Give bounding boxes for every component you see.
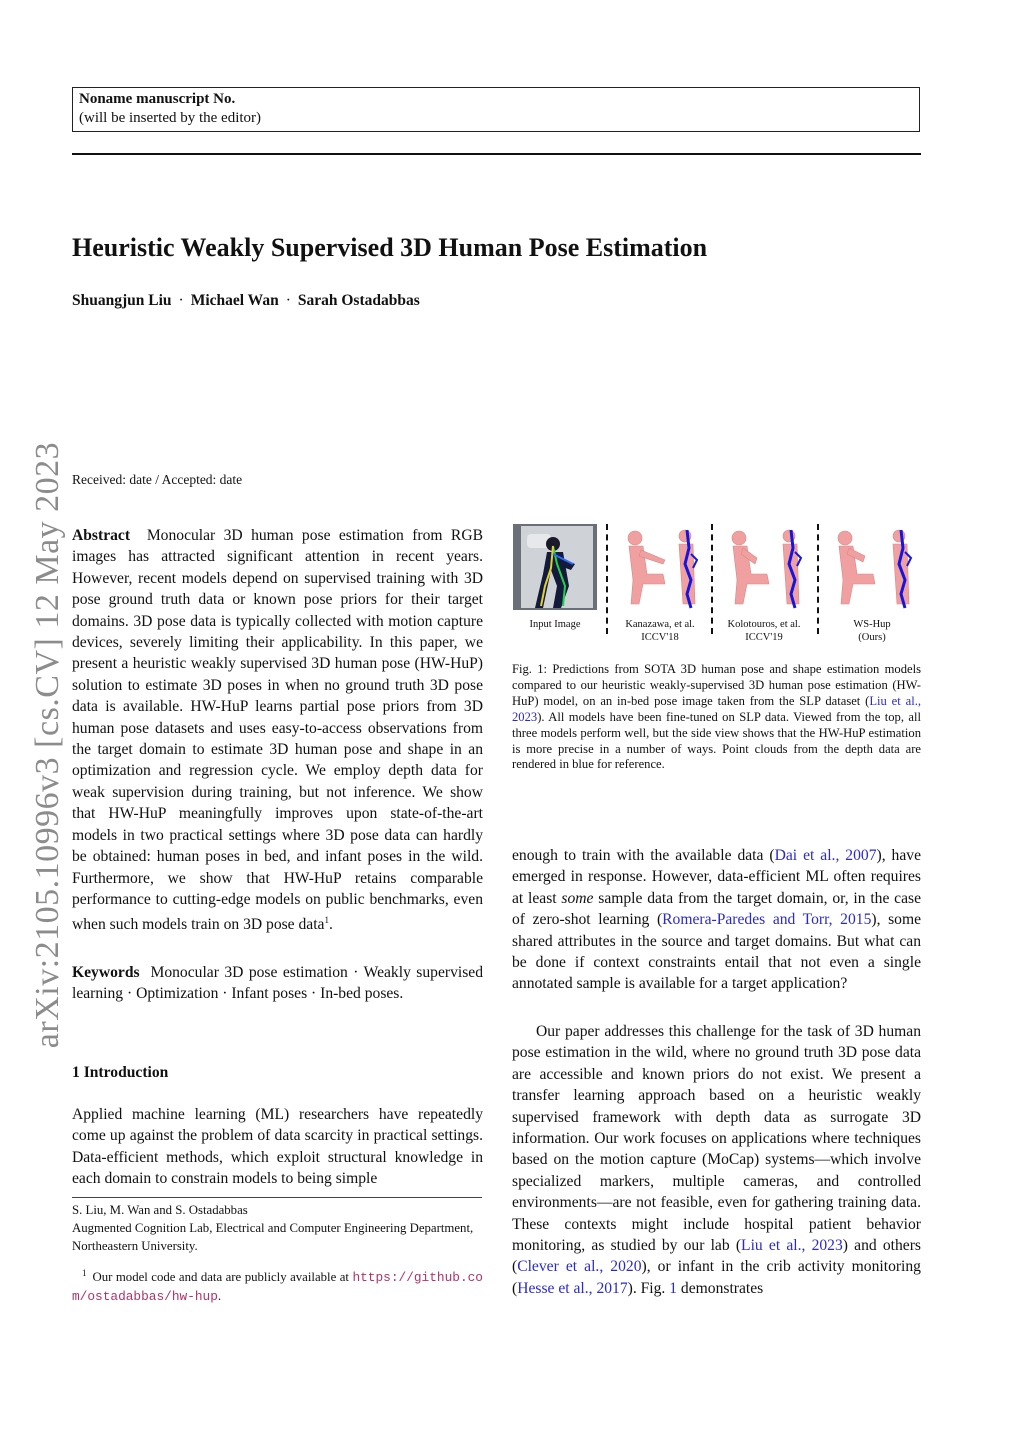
citation-link[interactable]: Clever et al., 2020 (517, 1258, 642, 1276)
affiliation-names: S. Liu, M. Wan and S. Ostadabbas (72, 1203, 248, 1217)
citation-link[interactable]: Dai et al., 2007 (774, 847, 877, 864)
body-text: ), some shared attributes in the source and target domains. But what can be done if context constraints entail that not even a single annotated sample is available for a target application? (512, 911, 921, 993)
panel-caption-line: Kanazawa, et al. (625, 619, 695, 630)
footnote-url-link[interactable]: https://github.com/ostadabbas/hw-hup (72, 1270, 483, 1304)
body-text: demonstrates (677, 1279, 764, 1297)
panel-caption-line: (Ours) (858, 631, 886, 643)
abstract-footnote-mark[interactable]: 1 (324, 915, 329, 926)
body-text: ), or infant in the crib activity monitoring ( (512, 1258, 921, 1297)
section-heading-introduction: 1 Introduction (72, 1064, 169, 1081)
author-separator: · (285, 292, 291, 309)
panel-caption-line: ICCV'18 (641, 631, 679, 643)
citation-link[interactable]: Romera-Paredes and Torr, 2015 (662, 911, 872, 929)
footnote-rule (72, 1197, 482, 1198)
author-list (72, 292, 420, 310)
body-text: Our paper addresses this challenge for the task of 3D human pose estimation in the wild, where no ground truth 3D pose data are accessible and known priors do not exist. We present a transfer learning approach based on a heuristic weakly supervised framework with depth data as surrogate 3D information. Our work focuses on applications where techniques based on the motion capture (MoCap) systems—which involve specialized markers, multiple cameras, and controlled environments—are not feasible, even for gathering training data. These contexts might include hospital patient behavior monitoring, as studied by our lab ( (512, 1023, 921, 1255)
paper-title: Heuristic Weakly Supervised 3D Human Pose Estimation (72, 233, 708, 262)
manuscript-header-box (72, 87, 920, 132)
citation-link[interactable]: Liu et al., 2023 (741, 1237, 843, 1255)
keywords (72, 962, 483, 1005)
body-text: sample data from the target domain, or, in the case of zero-shot learning ( (512, 889, 921, 929)
panel-caption-line: Kolotouros, et al. (727, 619, 801, 630)
intro-paragraph: Applied machine learning (ML) researchers have repeatedly come up against the problem of data scarcity in practical settings. Data-efficient methods, which exploit structural knowledge in each domain to constrain models to being simple (72, 1106, 483, 1188)
panel-separator (711, 524, 713, 634)
body-text: ). Fig. (627, 1279, 670, 1297)
mesh-render-kolotouros (717, 524, 811, 610)
received-accepted-line: Received: date / Accepted: date (72, 472, 243, 487)
footnote-text: Our model code and data are publicly available at (92, 1270, 349, 1284)
mesh-render-ours (823, 524, 921, 610)
input-image (513, 524, 597, 610)
abstract-text: Monocular 3D human pose estimation from RGB images has attracted significant attention in recent years. However, recent models depend on supervised training with 3D pose ground truth data or known pose priors for their target domains. 3D pose data is typically collected with motion capture devices, severely limiting their applicability. In this paper, we present a heuristic weakly supervised 3D human pose (HW-HuP) solution to estimate 3D poses in when no ground truth 3D pose data is available. HW-HuP learns partial pose priors from 3D human pose datasets and uses easy-to-access observations from the target domain to estimate 3D human pose and shape in an optimization and regression cycle. We employ depth data for weak supervision during training, but not inference. We show that HW-HuP meaningfully improves upon state-of-the-art models in two practical settings where 3D pose data can hardly be obtained: human poses in bed, and infant poses in the wild. Furthermore, we show that HW-HuP retains comparable performance to cutting-edge models on public benchmarks, even when such models train on 3D pose data (72, 527, 483, 934)
panel-caption-line: Input Image (529, 619, 581, 630)
footnote-end: . (217, 1289, 222, 1303)
panel-caption-line: ICCV'19 (745, 631, 783, 643)
abstract-label: Abstract (72, 527, 131, 544)
panel-separator (817, 524, 819, 634)
figure-panel-caption (507, 619, 603, 632)
citation-link[interactable]: Liu et al., 2023 (512, 693, 921, 724)
panel-separator (606, 524, 608, 634)
footnote-mark: 1 (82, 1268, 87, 1278)
abstract-end: . (328, 916, 333, 934)
body-paragraph (512, 1021, 921, 1299)
figure-panel-caption (823, 619, 921, 644)
affiliation (72, 1201, 483, 1255)
body-text: enough to train with the available data ( (512, 847, 775, 864)
panel-caption-line: WS-Hup (853, 619, 891, 630)
caption-text: ). All models have been fine-tuned on SLP data. Viewed from the top, all three models perform well, but the side view shows that the HW-HuP estimation is more precise in a number of ways. Point clouds from the depth data are rendered in blue for reference. (512, 709, 921, 772)
mesh-render-kanazawa (613, 524, 707, 610)
body-text: ), have emerged in response. However, data-efficient ML often requires at least (512, 847, 921, 907)
manuscript-number: Noname manuscript No. (79, 91, 236, 107)
figure-panel-caption (613, 619, 707, 644)
editor-note: (will be inserted by the editor) (79, 110, 262, 126)
caption-text: Fig. 1: Predictions from SOTA 3D human pose and shape estimation models compared to our heuristic weakly-supervised 3D human pose estimation (HW-HuP) model, on an in-bed pose image taken from the SLP dataset ( (512, 662, 921, 708)
figure-1 (513, 524, 921, 644)
header-rule (72, 153, 921, 155)
body-text: ) and others ( (512, 1237, 921, 1276)
keywords-text: Monocular 3D pose estimation · Weakly supervised learning · Optimization · Infant poses · In-bed poses. (72, 964, 483, 1003)
figure-ref-link[interactable]: 1 (669, 1279, 678, 1297)
arxiv-identifier: arXiv:2105.10996v3 [cs.CV] 12 May 2023 (29, 441, 66, 1049)
emphasis-text: some (561, 889, 594, 907)
author-name: Michael Wan (190, 292, 279, 309)
footnote (72, 1264, 483, 1306)
citation-link[interactable]: Hesse et al., 2017 (517, 1279, 628, 1297)
figure-caption (512, 662, 921, 773)
affiliation-lab: Augmented Cognition Lab, Electrical and Computer Engineering Department, Northeastern University. (72, 1221, 474, 1253)
keywords-label: Keywords (72, 964, 140, 981)
body-paragraph (512, 845, 921, 995)
author-name: Shuangjun Liu (72, 292, 172, 309)
abstract (72, 525, 483, 936)
figure-panel-caption (717, 619, 811, 644)
author-name: Sarah Ostadabbas (297, 292, 420, 309)
author-separator: · (178, 292, 184, 309)
